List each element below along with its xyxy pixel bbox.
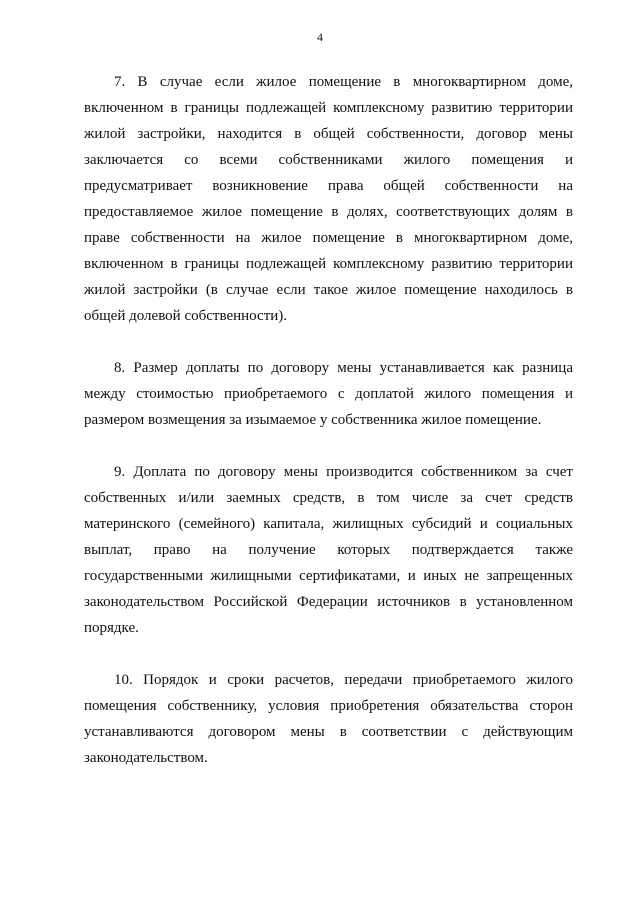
paragraph-10: 10. Порядок и сроки расчетов, передачи приобретаемого жилого помещения собственнику, условия приобретения обязательства сторон устанавливаются договором мены в соответствии с действующим законодательством. (84, 672, 573, 766)
paragraph-8: 8. Размер доплаты по договору мены устанавливается как разница между стоимостью приобретаемого с доплатой жилого помещения и размером возмещения за изымаемое у собственника жилое помещение. (84, 360, 573, 428)
page-number: 4 (317, 30, 323, 44)
paragraph-9: 9. Доплата по договору мены производится собственником за счет собственных и/или заемных средств, в том числе за счет средств материнского (семейного) капитала, жилищных субсидий и социальных выплат, право на получение которых подтверждается также государственными жилищными сертификатами, и иных не запрещенных законодательством Российской Федерации источников в установленном порядке. (84, 464, 573, 636)
document-body (84, 69, 573, 797)
paragraph-7: 7. В случае если жилое помещение в многоквартирном доме, включенном в границы подлежащей комплексному развитию территории жилой застройки, находится в общей собственности, договор мены заключается со всеми собственниками жилого помещения и предусматривает возникновение права общей собственности на предоставляемое жилое помещение в долях, соответствующих долям в праве собственности на жилое помещение в многоквартирном доме, включенном в границы подлежащей комплексному развитию территории жилой застройки (в случае если такое жилое помещение находилось в общей долевой собственности). (84, 74, 573, 324)
